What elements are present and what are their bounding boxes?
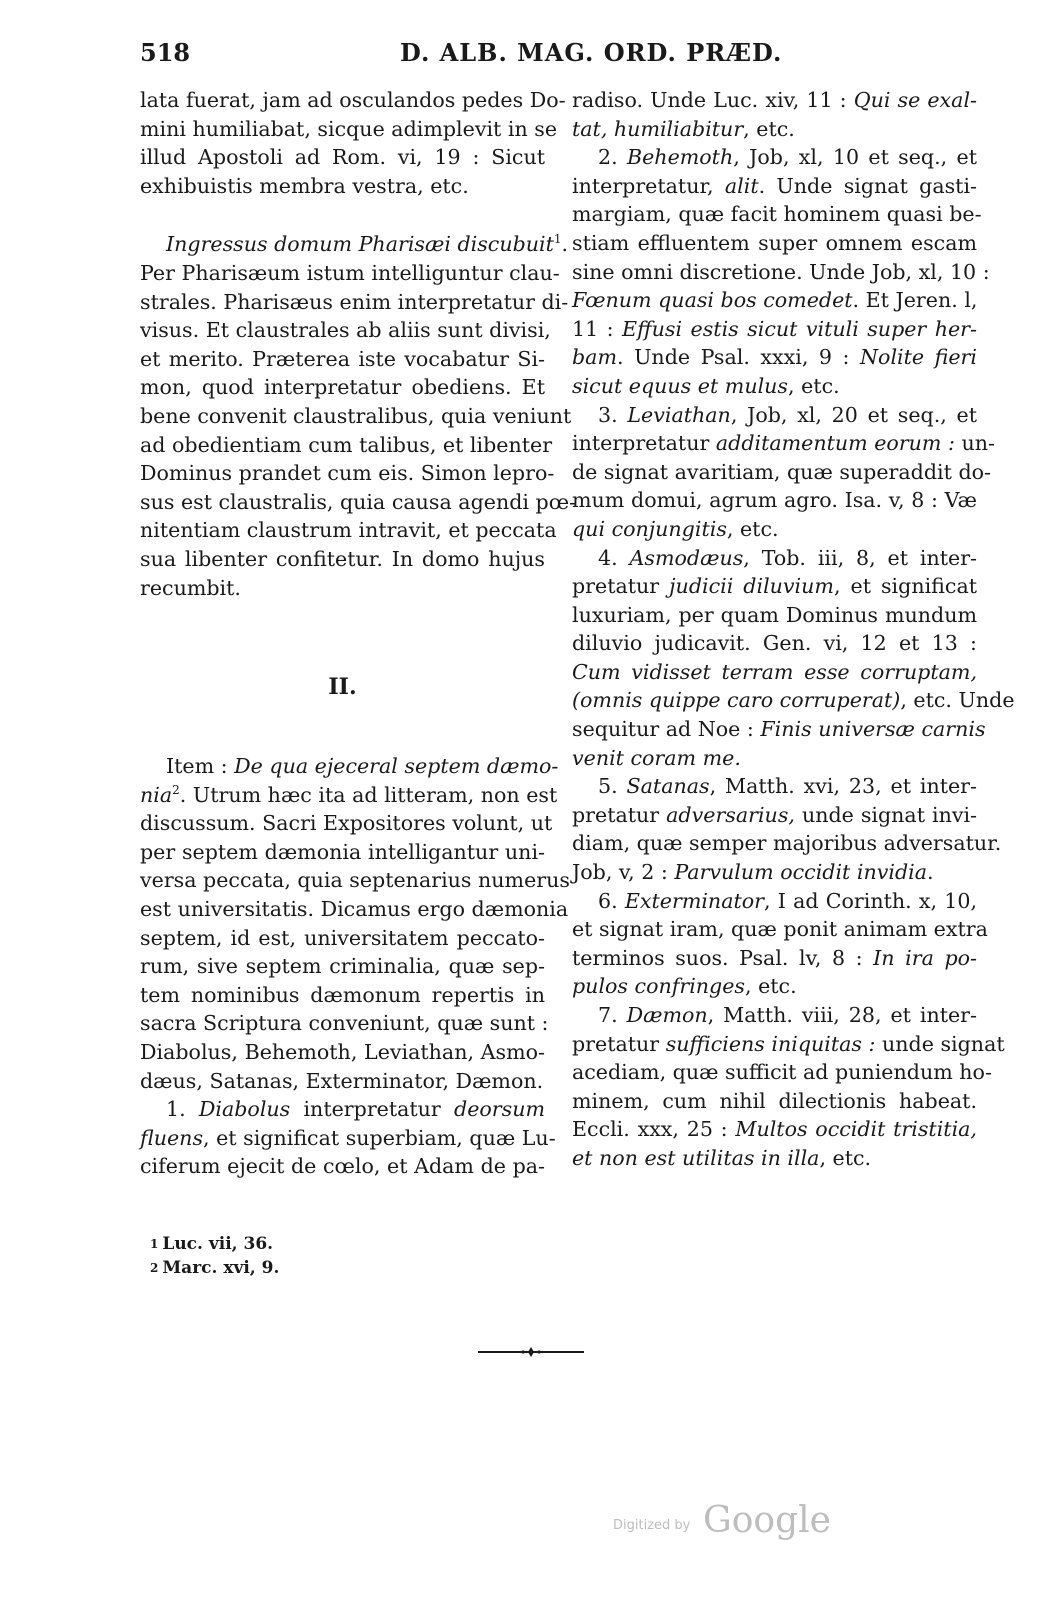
quote-text: et non est utilitas in illa (572, 1145, 820, 1170)
lemma-text: judicii diluvium (669, 574, 834, 599)
text-line: exhibuistis membra vestra, etc. (140, 173, 469, 198)
text-line (572, 286, 977, 315)
text-run: , Matth. xvi, 23, et inter- (709, 774, 977, 799)
footnote (150, 1232, 279, 1256)
text-line: mon, quod interpretatur obediens. Et (140, 375, 545, 400)
punct: . (561, 232, 569, 257)
text-line: septem, id est, universitatem peccato- (140, 925, 545, 950)
text-run: . Et Jeren. l, (852, 288, 978, 313)
quote-text: In ira po- (873, 945, 977, 970)
google-logo: Google (703, 1500, 831, 1541)
quote-text: sicut equus et mulus (572, 373, 789, 398)
text-line (140, 230, 569, 259)
text-run: Job, v, 2 : (572, 860, 675, 885)
lemma-text: fluens (140, 1125, 204, 1150)
text-run: pretatur (572, 1031, 666, 1056)
text-run: 2. (598, 145, 627, 170)
lemma-text: alit (724, 173, 759, 198)
text-line (572, 372, 977, 401)
text-line: tem nominibus dæmonum repertis in (140, 982, 545, 1007)
text-run: . Utrum hæc ita ad litteram, non est (179, 782, 558, 807)
text-line (572, 801, 977, 830)
text-line: dæus, Satanas, Exterminator, Dæmon. (140, 1068, 544, 1093)
text-line (572, 744, 977, 773)
lemma-text: Satanas (626, 774, 710, 799)
footnote-text: Marc. xvi, 9. (162, 1258, 280, 1278)
footnote-ref: 2 (172, 782, 180, 797)
footnote-text: Luc. vii, 36. (162, 1234, 274, 1254)
text-line (572, 515, 977, 544)
text-run: un- (954, 431, 995, 456)
text-line: ciferum ejecit de cœlo, et Adam de pa- (140, 1154, 545, 1179)
text-line (572, 143, 977, 172)
text-run: , et significat superbiam, quæ Lu- (203, 1125, 556, 1150)
text-run: 4. (598, 545, 630, 570)
text-line: bene convenit claustralibus, quia veniunt (140, 403, 572, 428)
lemma-text: Dæmon (626, 1003, 708, 1027)
quote-text: (omnis quippe caro corruperat) (572, 688, 901, 713)
text-line: margiam, quæ facit hominem quasi be- (572, 202, 982, 227)
text-line: stiam effluentem super omnem escam (572, 230, 977, 255)
paragraph-exterminator (572, 887, 988, 1001)
quote-text: Parvulum occidit invidia (674, 860, 927, 885)
lemma-text: nia (140, 782, 173, 807)
text-run: , etc. (745, 974, 797, 999)
digitized-watermark (613, 1502, 843, 1542)
text-line (572, 343, 977, 372)
text-run: , I ad Corinth. x, 10, (764, 888, 977, 913)
footnote-mark: 1 (150, 1237, 159, 1251)
text-run: radiso. Unde Luc. xiv, 11 : (572, 88, 854, 112)
paragraph-seven-demons (140, 752, 570, 1095)
text-run: , etc. (726, 516, 779, 541)
text-line: illud Apostoli ad Rom. vi, 19 : Sicut (140, 145, 545, 170)
text-line: sine omni discretione. Unde Job, xl, 10 : (572, 259, 990, 284)
left-column (140, 86, 577, 602)
text-line: Diabolus, Behemoth, Leviathan, Asmo- (140, 1039, 545, 1064)
text-line (572, 1144, 977, 1173)
text-run: terminos suos. Psal. lv, 8 : (572, 945, 874, 970)
text-line (572, 658, 977, 687)
quote-text: tat, humiliabitur (572, 116, 744, 141)
text-line (572, 572, 977, 601)
paragraph-continuation (140, 86, 566, 200)
right-column (572, 86, 1015, 1173)
quote-text: Fœnum quasi bos comedet (572, 288, 853, 313)
text-line (572, 858, 977, 887)
paragraph-pharisee (140, 230, 577, 602)
text-line: et signat iram, quæ ponit animam extra (572, 917, 988, 942)
text-run: , Job, xl, 10 et seq., et (733, 145, 977, 170)
text-line: Dominus prandet cum eis. Simon lepro- (140, 461, 555, 486)
text-line: diam, quæ semper majoribus adversatur. (572, 831, 1002, 856)
text-run: 11 : (572, 316, 623, 341)
lemma-text: Behemoth (626, 145, 734, 170)
text-run: , et significat (833, 574, 977, 599)
footnote-ref: 1 (553, 232, 562, 247)
lemma-text: adversarius, (666, 802, 795, 827)
text-line: et merito. Præterea iste vocabatur Si- (140, 346, 545, 371)
quote-text: qui conjungitis (572, 516, 727, 541)
text-line (572, 715, 986, 744)
paragraph-daemon (572, 1001, 1005, 1173)
text-run: , Tob. iii, 8, et inter- (743, 545, 977, 570)
text-line: sus est claustralis, quia causa agendi pœ- (140, 489, 577, 514)
text-line: rum, sive septem criminalia, quæ sep- (140, 954, 545, 979)
text-run: 1. (166, 1097, 199, 1122)
paragraph-satanas (572, 772, 1002, 886)
text-line (572, 544, 977, 573)
quote-text: Qui se exal- (853, 88, 977, 112)
text-line (572, 429, 995, 458)
lemma-text: Leviathan (627, 402, 731, 427)
text-run: Eccli. xxx, 25 : (572, 1117, 736, 1142)
quote-text: Nolite fieri (860, 345, 977, 370)
text-line: acediam, quæ sufficit ad puniendum ho- (572, 1060, 992, 1085)
section-title: II. (328, 674, 357, 700)
lemma-text: deorsum (454, 1097, 545, 1122)
lemma-text: Diabolus (198, 1097, 291, 1122)
text-run: , Matth. viii, 28, et inter- (707, 1003, 977, 1027)
text-line: strales. Pharisæus enim interpretatur di- (140, 289, 569, 314)
text-line: versa peccata, quia septenarius numerus (140, 868, 570, 893)
text-line: nitentiam claustrum intravit, et peccata (140, 518, 557, 543)
text-run: interpretatur (290, 1097, 455, 1122)
paragraph-continuation-right (572, 86, 977, 143)
page-number: 518 (140, 38, 191, 67)
text-run: unde signat invi- (794, 802, 978, 827)
text-run: 7. (598, 1003, 627, 1027)
text-run: . Unde signat gasti- (758, 173, 977, 198)
text-line (140, 752, 559, 781)
text-line (140, 1095, 545, 1124)
text-line: luxuriam, per quam Dominus mundum (572, 602, 977, 627)
text-run: 3. (598, 402, 628, 427)
text-line (572, 772, 977, 801)
text-line: lata fuerat, jam ad osculandos pedes Do- (140, 88, 566, 112)
text-run: interpretatur (572, 431, 716, 456)
text-line (572, 972, 977, 1001)
text-line (140, 1124, 556, 1153)
paragraph-diabolus (140, 1095, 556, 1181)
text-run: pretatur (572, 574, 670, 599)
text-line (572, 86, 977, 115)
text-line (572, 887, 977, 916)
text-line (572, 1115, 977, 1144)
text-run: 5. (598, 774, 627, 799)
text-line: per septem dæmonia intelligantur uni- (140, 839, 545, 864)
text-line: recumbit. (140, 575, 241, 600)
text-run: unde signat (875, 1031, 1005, 1056)
running-header (140, 38, 985, 72)
quote-text: pulos confringes (572, 974, 745, 999)
quote-text: Finis universæ carnis (760, 717, 986, 742)
footnote (150, 1256, 279, 1280)
text-run: . (927, 860, 934, 885)
text-line: visus. Et claustrales ab aliis sunt divisi, (140, 318, 551, 343)
quote-text: Effusi estis sicut vituli super her- (622, 316, 977, 341)
quote-text: Multos occidit tristitia, (735, 1117, 977, 1142)
footnotes (150, 1232, 279, 1280)
text-run: , etc. (743, 116, 795, 141)
text-line: minem, cum nihil dilectionis habeat. (572, 1088, 977, 1113)
paragraph-asmodaeus (572, 544, 1015, 773)
running-title: D. ALB. MAG. ORD. PRÆD. (400, 38, 783, 67)
left-column-lower (140, 752, 570, 1181)
lemma-text: De qua ejeceral septem dæmo- (234, 754, 559, 778)
text-line: Per Pharisæum istum intelliguntur clau- (140, 260, 560, 285)
text-line (572, 686, 1015, 715)
text-line (572, 1001, 977, 1030)
text-line: mini humiliabat, sicque adimplevit in se (140, 116, 558, 141)
text-line (572, 944, 977, 973)
paragraph-leviathan (572, 401, 995, 544)
text-line: ad obedientiam cum talibus, et libenter (140, 432, 553, 457)
text-line: sacra Scriptura conveniunt, quæ sunt : (140, 1011, 549, 1036)
text-line: est universitatis. Dicamus ergo dæmonia (140, 896, 569, 921)
text-run: , etc. (788, 373, 840, 398)
lemma-text: Ingressus domum Pharisæi discubuit (166, 232, 554, 257)
quote-text: Cum vidisset terram esse corruptam, (572, 659, 977, 684)
text-line: diluvio judicavit. Gen. vi, 12 et 13 : (572, 631, 977, 656)
text-line: mum domui, agrum agro. Isa. v, 8 : Væ (572, 488, 977, 513)
quote-text: bam (572, 345, 617, 370)
ornament-rule (476, 1346, 586, 1358)
lemma-text: Exterminator (624, 888, 764, 913)
text-line: de signat avaritiam, quæ superaddit do- (572, 459, 991, 484)
text-line (572, 401, 977, 430)
lemma-text: sufficiens iniquitas : (665, 1031, 876, 1056)
text-line (572, 172, 977, 201)
text-run: . Unde Psal. xxxi, 9 : (617, 345, 861, 370)
text-line (572, 1030, 1005, 1059)
quote-text: venit coram me. (572, 745, 741, 770)
watermark-small: Digitized by (613, 1518, 691, 1533)
text-run: interpretatur, (572, 173, 725, 198)
text-line (572, 115, 977, 144)
text-run: pretatur (572, 802, 667, 827)
text-run: Item : (166, 754, 235, 778)
text-run: , Job, xl, 20 et seq., et (730, 402, 977, 427)
lemma-text: Asmodæus (629, 545, 744, 570)
text-line (140, 781, 558, 810)
text-line: sua libenter confitetur. In domo hujus (140, 546, 545, 571)
text-run: , etc. (819, 1145, 872, 1170)
text-line: discussum. Sacri Expositores volunt, ut (140, 811, 553, 836)
text-run: , etc. Unde (900, 688, 1015, 713)
text-run: 6. (598, 888, 625, 913)
footnote-mark: 2 (150, 1261, 159, 1275)
text-line (572, 315, 977, 344)
paragraph-behemoth (572, 143, 990, 400)
lemma-text: additamentum eorum : (715, 431, 955, 456)
text-run: sequitur ad Noe : (572, 717, 761, 742)
